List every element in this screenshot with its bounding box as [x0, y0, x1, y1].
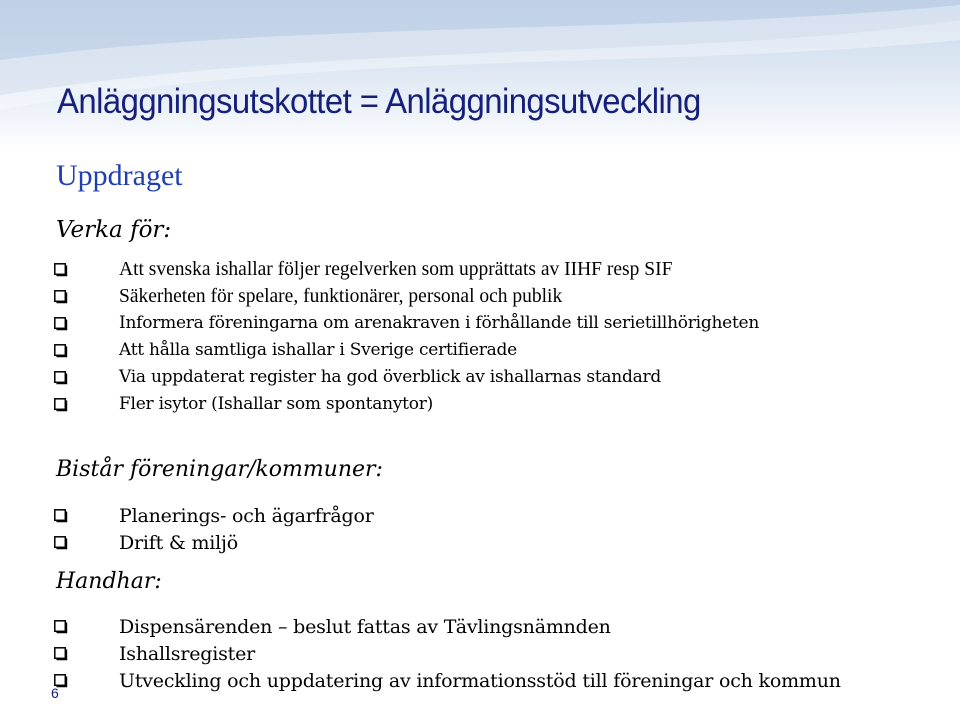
list-item-text: Informera föreningarna om arenakraven i förhållande till serietillhörigheten: [119, 313, 760, 333]
checkbox-bullet-icon: [54, 290, 68, 304]
list-item-text: Ishallsregister: [119, 643, 256, 665]
list-item-text: Via uppdaterat register ha god överblick av ishallarnas standard: [119, 367, 662, 387]
list-item-text: Att svenska ishallar följer regelverken som upprättats av IIHF resp SIF: [119, 259, 673, 280]
checkbox-bullet-icon: [54, 647, 68, 661]
checkbox-bullet-icon: [54, 263, 68, 277]
list-item-text: Att hålla samtliga ishallar i Sverige certifierade: [119, 340, 517, 360]
list-item-text: Fler isytor (Ishallar som spontanytor): [119, 394, 433, 414]
banner-swoosh: [0, 0, 960, 150]
slide-subtitle: Uppdraget: [56, 159, 183, 192]
list-item-text: Utveckling och uppdatering av informationsstöd till föreningar och kommun: [119, 670, 841, 692]
list-item-text: Drift & miljö: [119, 532, 238, 554]
list-item-text: Dispensärenden – beslut fattas av Tävlingsnämnden: [119, 616, 611, 638]
section-heading-bistar: Bistår föreningar/kommuner:: [56, 457, 383, 482]
section-heading-handhar: Handhar:: [56, 569, 162, 594]
checkbox-bullet-icon: [54, 317, 68, 331]
list-item-text: Säkerheten för spelare, funktionärer, personal och publik: [119, 286, 563, 307]
checkbox-bullet-icon: [54, 398, 68, 412]
checkbox-bullet-icon: [54, 536, 68, 550]
checkbox-bullet-icon: [54, 371, 68, 385]
page-number: 6: [51, 685, 59, 701]
checkbox-bullet-icon: [54, 344, 68, 358]
header-banner: [0, 0, 960, 150]
section-heading-verka: Verka för:: [56, 217, 172, 243]
checkbox-bullet-icon: [54, 509, 68, 523]
slide-title: Anläggningsutskottet = Anläggningsutveckling: [57, 82, 701, 121]
list-item-text: Planerings- och ägarfrågor: [119, 505, 374, 527]
checkbox-bullet-icon: [54, 620, 68, 634]
